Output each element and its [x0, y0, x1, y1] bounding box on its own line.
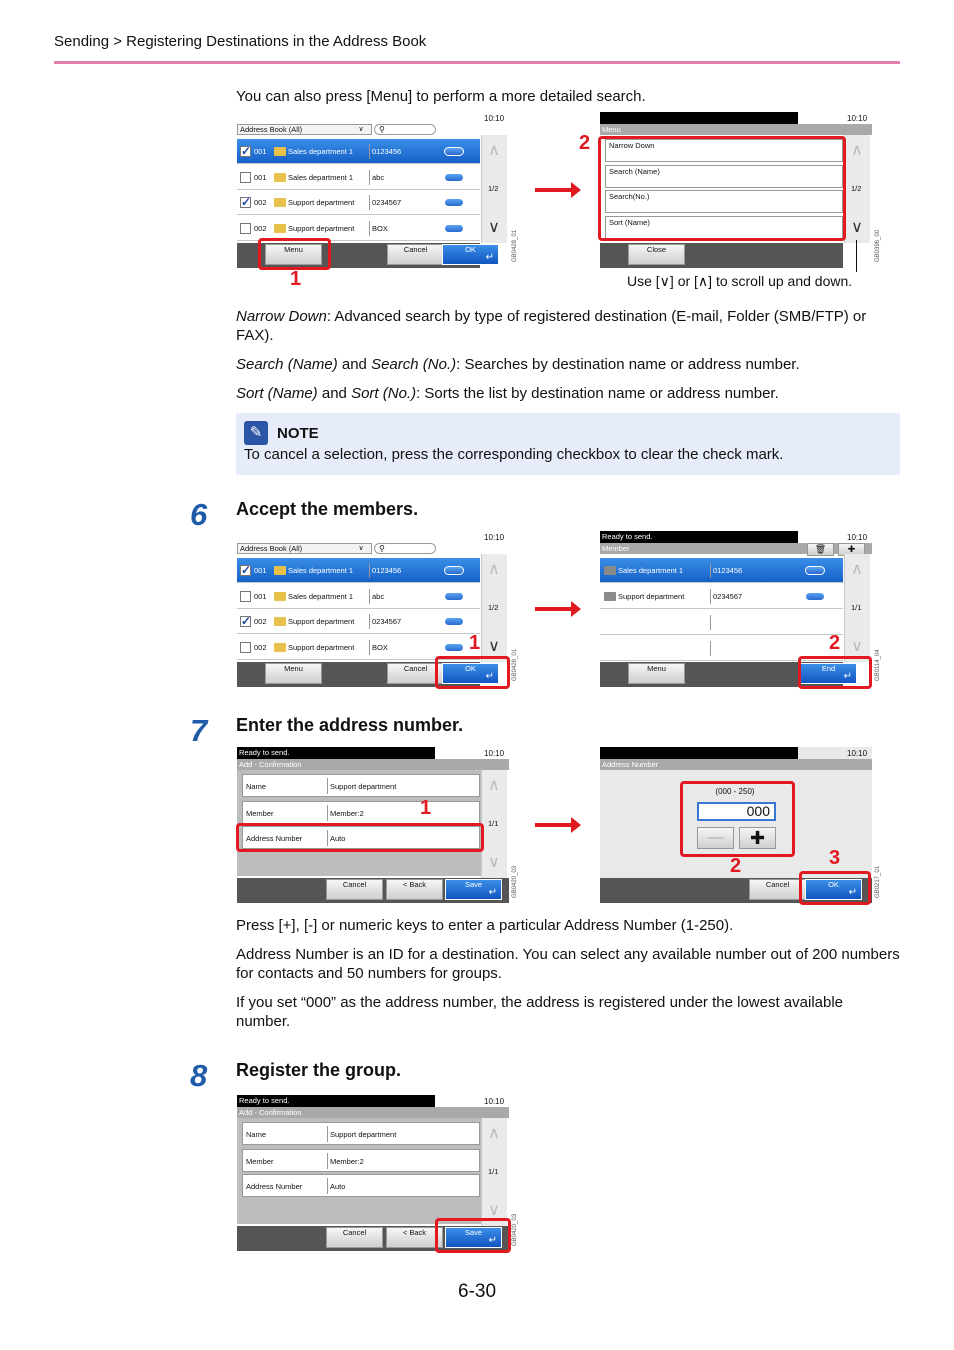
step-number: 7 — [190, 713, 208, 748]
menu-button[interactable] — [628, 663, 685, 684]
end-label: End — [821, 664, 836, 673]
clock: 10:10 — [847, 533, 868, 542]
arrow-icon — [535, 607, 573, 611]
add-icon[interactable]: ✚ — [838, 543, 865, 556]
destination-name: Sales department 1 — [288, 172, 354, 182]
address-number: 002 — [254, 223, 267, 233]
detail-button[interactable] — [444, 147, 464, 156]
address-number: 001 — [254, 591, 267, 601]
description-text: : Searches by destination name or address number. — [456, 356, 800, 373]
detail-button[interactable] — [444, 173, 464, 182]
description-text: : Advanced search by type of registered destination (E-mail, Folder (SMB/FTP) or FAX). — [236, 308, 867, 344]
member-name: Support department — [618, 592, 685, 601]
cancel-label: Cancel — [765, 880, 790, 889]
member-row[interactable] — [600, 558, 843, 583]
search-icon[interactable]: ⚲ — [374, 543, 436, 554]
scroll-up-icon[interactable]: ∧ — [851, 142, 863, 159]
menu-item-sort-name[interactable]: Sort (Name) — [605, 216, 843, 239]
callout-box — [236, 823, 484, 852]
divider — [369, 221, 370, 236]
enter-icon: ↵ — [485, 252, 494, 263]
destination-name: Sales department 1 — [288, 566, 354, 575]
address-number: 001 — [254, 147, 267, 156]
field-value: Member:2 — [330, 1157, 364, 1166]
field-label: Address Number — [246, 1182, 303, 1191]
conjunction: and — [337, 356, 372, 373]
enter-icon: ↵ — [843, 671, 852, 682]
status-bar: Ready to send. — [600, 531, 798, 543]
cancel-button[interactable] — [326, 1227, 383, 1248]
divider — [710, 641, 711, 656]
ok-label: OK — [465, 245, 476, 254]
back-label: < Back — [402, 880, 427, 889]
divider — [710, 563, 711, 578]
clock: 10:10 — [484, 1097, 505, 1106]
table-row[interactable] — [237, 609, 480, 634]
scroll-down-icon[interactable]: ∨ — [851, 219, 863, 236]
callout-number: 1 — [420, 797, 432, 819]
menu-item-narrow-down[interactable]: Narrow Down — [605, 139, 843, 162]
plus-button[interactable]: ✚ — [739, 827, 776, 849]
field-value: Support department — [330, 782, 397, 791]
address-number-input[interactable]: 000 — [697, 802, 776, 821]
folder-icon — [274, 224, 286, 233]
field-address-number[interactable] — [242, 1174, 480, 1197]
checkbox[interactable] — [240, 172, 251, 183]
search-icon[interactable]: ⚲ — [374, 124, 436, 135]
checkbox[interactable] — [240, 223, 251, 234]
address-number: 002 — [254, 642, 267, 652]
table-row[interactable] — [237, 558, 480, 583]
address-icon — [604, 592, 616, 601]
divider — [369, 170, 370, 185]
step-title: Accept the members. — [236, 499, 419, 519]
note-box — [236, 413, 900, 475]
note-title: NOTE — [277, 425, 319, 442]
destination-value: 0123456 — [372, 147, 402, 156]
body-text: Address Number is an ID for a destination. You can select any available number out of 200 numbers for contacts and 50 numbers for groups. — [236, 946, 900, 982]
destination-value: 0234567 — [372, 198, 402, 207]
save-label: Save — [464, 880, 483, 889]
member-row[interactable] — [600, 584, 843, 609]
figure-code: GB0420_03 — [512, 865, 518, 898]
step-number: 8 — [190, 1058, 208, 1093]
address-number: 001 — [254, 566, 267, 575]
callout-box — [435, 1218, 511, 1253]
callout-number: 2 — [579, 132, 591, 154]
ok-button[interactable] — [442, 244, 499, 265]
divider — [710, 589, 711, 604]
destination-value: 0123456 — [372, 566, 402, 575]
body-text: Press [+], [-] or numeric keys to enter a particular Address Number (1-250). — [236, 917, 734, 934]
checkbox[interactable]: ✓ — [241, 563, 252, 577]
term: Search (No.) — [371, 356, 457, 373]
scroll-up-icon[interactable]: ∧ — [851, 561, 863, 578]
status-bar — [600, 112, 798, 124]
description-sort — [236, 384, 900, 403]
detail-button[interactable] — [444, 198, 464, 207]
page-number: 6-30 — [458, 1281, 497, 1302]
callout-number: 2 — [730, 855, 742, 877]
address-number: 002 — [254, 198, 267, 207]
page-indicator: 1/1 — [851, 603, 862, 612]
divider — [369, 563, 370, 578]
scroll-up-icon[interactable]: ∧ — [488, 561, 500, 578]
callout-number: 1 — [469, 632, 481, 654]
range-label: (000 - 250) — [715, 787, 755, 796]
detail-button[interactable] — [444, 566, 464, 575]
cancel-button[interactable] — [749, 879, 806, 900]
breadcrumb: Sending > Registering Destinations in the Address Book — [54, 33, 427, 50]
detail-button[interactable] — [444, 592, 464, 601]
minus-button[interactable]: — — [697, 827, 734, 849]
back-label: < Back — [402, 1228, 427, 1237]
empty-row — [600, 610, 843, 635]
page-indicator: 1/2 — [851, 184, 862, 193]
divider — [327, 805, 328, 821]
callout-box — [798, 656, 872, 689]
divider — [369, 589, 370, 604]
folder-icon — [274, 147, 286, 156]
folder-icon — [274, 198, 286, 207]
note-text: To cancel a selection, press the corresponding checkbox to clear the check mark. — [244, 446, 784, 463]
member-name: Sales department 1 — [618, 566, 684, 575]
arrow-icon — [535, 823, 573, 827]
detail-button[interactable] — [444, 643, 464, 652]
term: Sort (No.) — [351, 385, 417, 402]
callout-box — [258, 238, 331, 270]
scroll-down-icon[interactable]: ∨ — [488, 854, 500, 871]
checkbox[interactable]: ✓ — [241, 144, 252, 158]
folder-icon — [274, 566, 286, 575]
close-button[interactable] — [628, 244, 685, 265]
enter-icon: ↵ — [848, 887, 857, 898]
field-member[interactable] — [242, 801, 480, 824]
screen-title: Member — [600, 543, 872, 554]
enter-icon: ↵ — [488, 1235, 497, 1246]
screen-title: Menu — [600, 124, 872, 135]
detail-button[interactable] — [444, 224, 464, 233]
enter-icon: ↵ — [488, 887, 497, 898]
member-value: 0234567 — [713, 592, 743, 601]
folder-icon — [274, 643, 286, 652]
description-search — [236, 355, 900, 374]
folder-icon — [274, 592, 286, 601]
member-value: 0123456 — [713, 566, 743, 575]
address-book-title[interactable]: Address Book (All) — [237, 543, 372, 554]
chevron-down-icon[interactable]: ∨ — [358, 126, 364, 133]
callout-box — [680, 781, 795, 857]
field-label: Name — [246, 1130, 267, 1139]
scroll-caption: Use [∨] or [∧] to scroll up and down. — [627, 273, 853, 289]
divider — [327, 1126, 328, 1142]
destination-name: Sales department 1 — [288, 591, 354, 601]
back-button[interactable] — [386, 879, 443, 900]
menu-label: Menu — [284, 245, 303, 254]
field-name[interactable] — [242, 774, 480, 797]
status-bar: Ready to send. — [237, 747, 435, 759]
note-icon: ✎ — [244, 421, 268, 445]
callout-box — [435, 656, 510, 689]
screen-title: Add - Confirmation — [237, 1107, 509, 1118]
field-label: Member — [246, 809, 274, 818]
description-text: : Sorts the list by destination name or address number. — [416, 385, 779, 402]
callout-number: 2 — [829, 632, 841, 654]
field-value: Member:2 — [330, 809, 364, 818]
field-label: Address Number — [246, 834, 303, 843]
folder-icon — [274, 173, 286, 182]
divider — [369, 614, 370, 629]
table-row[interactable] — [237, 190, 480, 215]
figure-code: GB0428_01 — [512, 229, 518, 262]
destination-value: 0234567 — [372, 617, 402, 626]
cancel-label: Cancel — [342, 1228, 367, 1237]
address-icon — [604, 566, 616, 575]
checkbox[interactable] — [240, 591, 251, 602]
figure-code: GB0420_03 — [512, 1213, 518, 1246]
folder-icon — [274, 617, 286, 626]
figure-code: GB0114_04 — [875, 649, 881, 681]
ok-label: OK — [465, 664, 476, 673]
divider — [327, 1153, 328, 1169]
intro-text: You can also press [Menu] to perform a more detailed search. — [236, 88, 646, 105]
detail-button[interactable] — [805, 592, 825, 601]
field-value: Support department — [330, 1130, 397, 1139]
clock: 10:10 — [847, 749, 868, 758]
term: Narrow Down — [236, 308, 327, 325]
divider — [327, 1178, 328, 1194]
menu-label: Menu — [647, 664, 666, 673]
step-number: 6 — [190, 497, 208, 532]
scroll-up-icon[interactable]: ∧ — [488, 142, 500, 159]
callout-box — [598, 136, 846, 241]
term: Sort (Name) — [236, 385, 318, 402]
page-indicator: 1/1 — [488, 819, 499, 828]
destination-value: BOX — [372, 642, 388, 652]
save-button[interactable] — [445, 879, 502, 900]
scroll-down-icon[interactable]: ∨ — [488, 219, 500, 236]
menu-item-search-name[interactable]: Search (Name) — [605, 165, 843, 188]
cancel-label: Cancel — [342, 880, 367, 889]
clock: 10:10 — [484, 533, 505, 542]
clock: 10:10 — [847, 114, 868, 123]
cancel-button[interactable] — [326, 879, 383, 900]
figure-code: GB0396_00 — [875, 229, 881, 262]
page-indicator: 1/2 — [488, 603, 499, 612]
table-row[interactable] — [237, 165, 480, 190]
status-bar: Ready to send. — [237, 1095, 435, 1107]
cancel-label: Cancel — [403, 664, 428, 673]
page-indicator: 1/2 — [488, 184, 499, 193]
divider — [369, 640, 370, 655]
checkbox[interactable]: ✓ — [241, 195, 252, 209]
divider — [710, 615, 711, 630]
clock: 10:10 — [484, 114, 505, 123]
scroll-down-icon[interactable]: ∨ — [488, 638, 500, 655]
field-label: Member — [246, 1157, 274, 1166]
page-indicator: 1/1 — [488, 1167, 499, 1176]
destination-name: Support department — [288, 198, 355, 207]
step-title: Enter the address number. — [236, 715, 464, 735]
field-label: Name — [246, 782, 267, 791]
cancel-label: Cancel — [403, 245, 428, 254]
divider — [369, 144, 370, 159]
divider — [369, 195, 370, 210]
address-book-title[interactable]: Address Book (All) — [237, 124, 372, 135]
figure-code: GB0428_01 — [512, 648, 518, 681]
address-number: 002 — [254, 617, 267, 626]
table-row[interactable] — [237, 216, 480, 241]
scroll-up-icon[interactable]: ∧ — [488, 1125, 500, 1142]
scroll-down-icon[interactable]: ∨ — [488, 1202, 500, 1219]
detail-button[interactable] — [805, 566, 825, 575]
enter-icon: ↵ — [485, 671, 494, 682]
destination-name: Sales department 1 — [288, 147, 354, 156]
clock: 10:10 — [484, 749, 505, 758]
leader-line — [856, 240, 857, 272]
divider — [327, 778, 328, 794]
scroll-up-icon[interactable]: ∧ — [488, 777, 500, 794]
destination-name: Support department — [288, 642, 355, 652]
checkbox[interactable]: ✓ — [241, 614, 252, 628]
trash-icon[interactable]: 🗑 — [807, 543, 834, 556]
conjunction: and — [317, 385, 352, 402]
cancel-button[interactable] — [387, 244, 444, 265]
callout-box — [799, 871, 871, 905]
table-row[interactable] — [237, 584, 480, 609]
screen-title: Address Number — [600, 759, 872, 770]
checkbox[interactable] — [240, 642, 251, 653]
header-rule — [54, 61, 900, 64]
field-value: Auto — [330, 1182, 346, 1191]
term: Search (Name) — [236, 356, 338, 373]
destination-value: BOX — [372, 223, 388, 233]
ok-label: OK — [828, 880, 839, 889]
menu-button[interactable] — [265, 663, 322, 684]
scroll-down-icon[interactable]: ∨ — [851, 638, 863, 655]
description-narrow-down — [236, 307, 900, 345]
destination-name: Support department — [288, 617, 355, 626]
arrow-icon — [535, 188, 573, 192]
table-row[interactable] — [237, 139, 480, 164]
field-name[interactable] — [242, 1122, 480, 1145]
close-label: Close — [646, 245, 667, 254]
save-label: Save — [464, 1228, 483, 1237]
address-number: 001 — [254, 172, 267, 182]
callout-number: 3 — [829, 847, 841, 869]
menu-item-search-no[interactable]: Search(No.) — [605, 190, 843, 213]
destination-value: abc — [372, 591, 385, 601]
status-bar — [600, 747, 798, 759]
destination-value: abc — [372, 172, 385, 182]
body-text: If you set “000” as the address number, the address is registered under the lowest available number. — [236, 994, 844, 1030]
screen-title: Add - Confirmation — [237, 759, 509, 770]
callout-number: 1 — [290, 268, 302, 290]
menu-label: Menu — [284, 664, 303, 673]
figure-code: GB0217_01 — [875, 865, 881, 898]
destination-name: Support department — [288, 223, 355, 233]
field-member[interactable] — [242, 1149, 480, 1172]
field-value: Auto — [330, 834, 346, 843]
step-title: Register the group. — [236, 1060, 402, 1080]
chevron-down-icon[interactable]: ∨ — [358, 545, 364, 552]
detail-button[interactable] — [444, 617, 464, 626]
